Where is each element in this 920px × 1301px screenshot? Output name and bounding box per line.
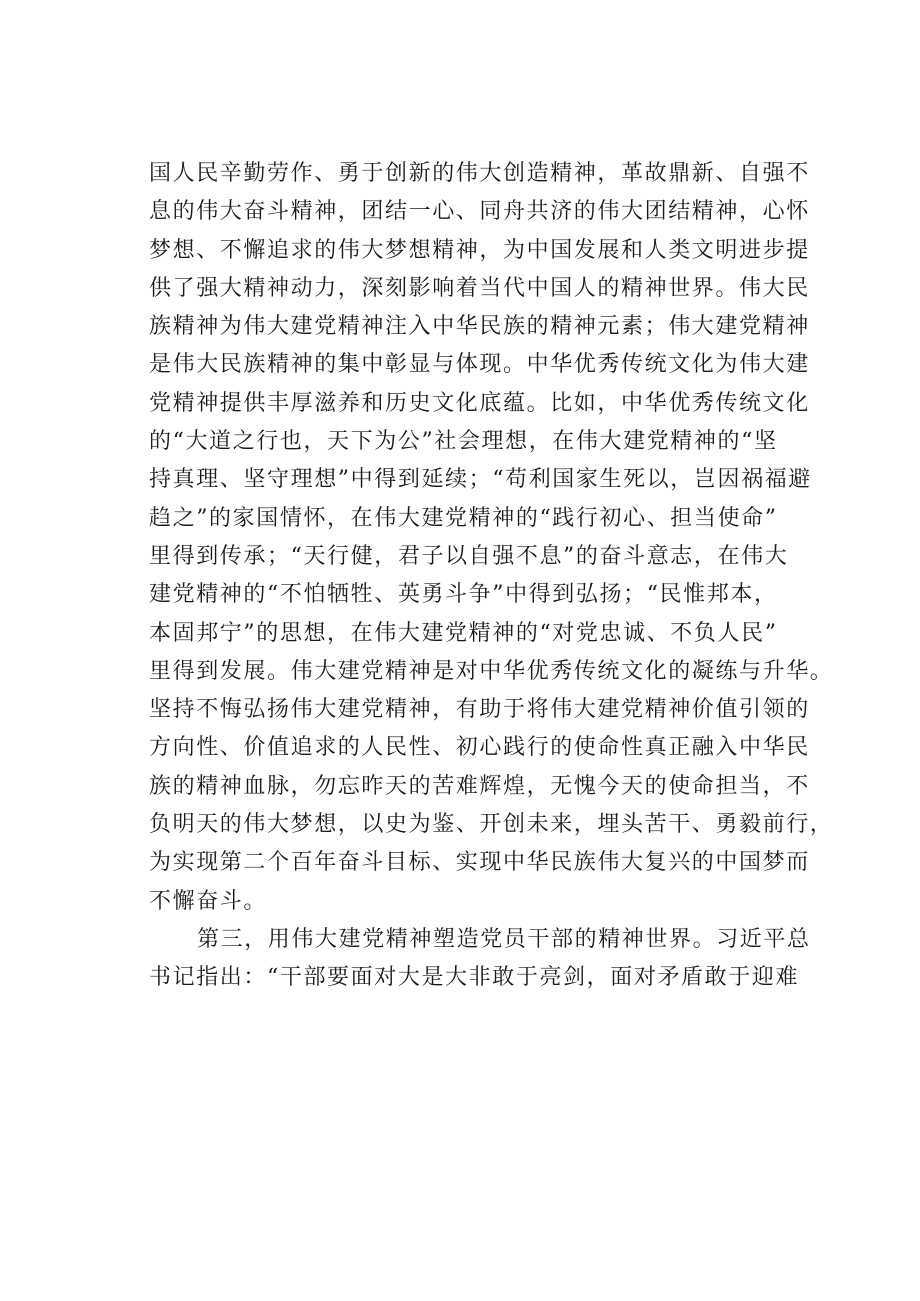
text-line: 建党精神的“不怕牺牲、英勇斗争”中得到弘扬；“民惟邦本，: [149, 582, 778, 608]
text-line: 书记指出：“干部要面对大是大非敢于亮剑，面对矛盾敢于迎难: [149, 965, 800, 991]
text-line: 方向性、价值追求的人民性、初心践行的使命性真正融入中华民: [149, 735, 810, 761]
text-line: 的“大道之行也，天下为公”社会理想，在伟大建党精神的“坚: [149, 429, 778, 455]
text-line: 趋之”的家国情怀，在伟大建党精神的“践行初心、担当使命”: [149, 505, 778, 531]
text-line: 里得到发展。伟大建党精神是对中华优秀传统文化的凝练与升华。: [149, 658, 834, 684]
paragraph-2: [149, 921, 809, 998]
text-line: 是伟大民族精神的集中彰显与体现。中华优秀传统文化为伟大建: [149, 352, 810, 378]
text-line: 坚持不悔弘扬伟大建党精神，有助于将伟大建党精神价值引领的: [149, 697, 810, 723]
text-line: 不懈奋斗。: [149, 888, 268, 914]
text-line: 里得到传承；“天行健，君子以自强不息”的奋斗意志，在伟大: [149, 543, 789, 569]
text-line: 息的伟大奋斗精神，团结一心、同舟共济的伟大团结精神，心怀: [149, 199, 810, 225]
text-line: 本固邦宁”的思想，在伟大建党精神的“对党忠诚、不负人民”: [149, 620, 778, 646]
text-line: 党精神提供丰厚滋养和历史文化底蕴。比如，中华优秀传统文化: [149, 390, 810, 416]
text-line: 负明天的伟大梦想，以史为鉴、开创未来，埋头苦干、勇毅前行，: [149, 812, 834, 838]
text-line: 第三，用伟大建党精神塑造党员干部的精神世界。习近平总: [197, 926, 811, 952]
text-line: 族精神为伟大建党精神注入中华民族的精神元素；伟大建党精神: [149, 314, 810, 340]
paragraph-1: [149, 155, 834, 921]
text-line: 供了强大精神动力，深刻影响着当代中国人的精神世界。伟大民: [149, 275, 810, 301]
text-line: 为实现第二个百年奋斗目标、实现中华民族伟大复兴的中国梦而: [149, 850, 810, 876]
text-line: 族的精神血脉，勿忘昨天的苦难辉煌，无愧今天的使命担当，不: [149, 773, 810, 799]
text-line: 持真理、坚守理想”中得到延续；“苟利国家生死以，岂因祸福避: [149, 467, 812, 493]
body-text: [149, 155, 834, 998]
text-line: 国人民辛勤劳作、勇于创新的伟大创造精神，革故鼎新、自强不: [149, 161, 810, 186]
text-line: 梦想、不懈追求的伟大梦想精神，为中国发展和人类文明进步提: [149, 237, 810, 263]
